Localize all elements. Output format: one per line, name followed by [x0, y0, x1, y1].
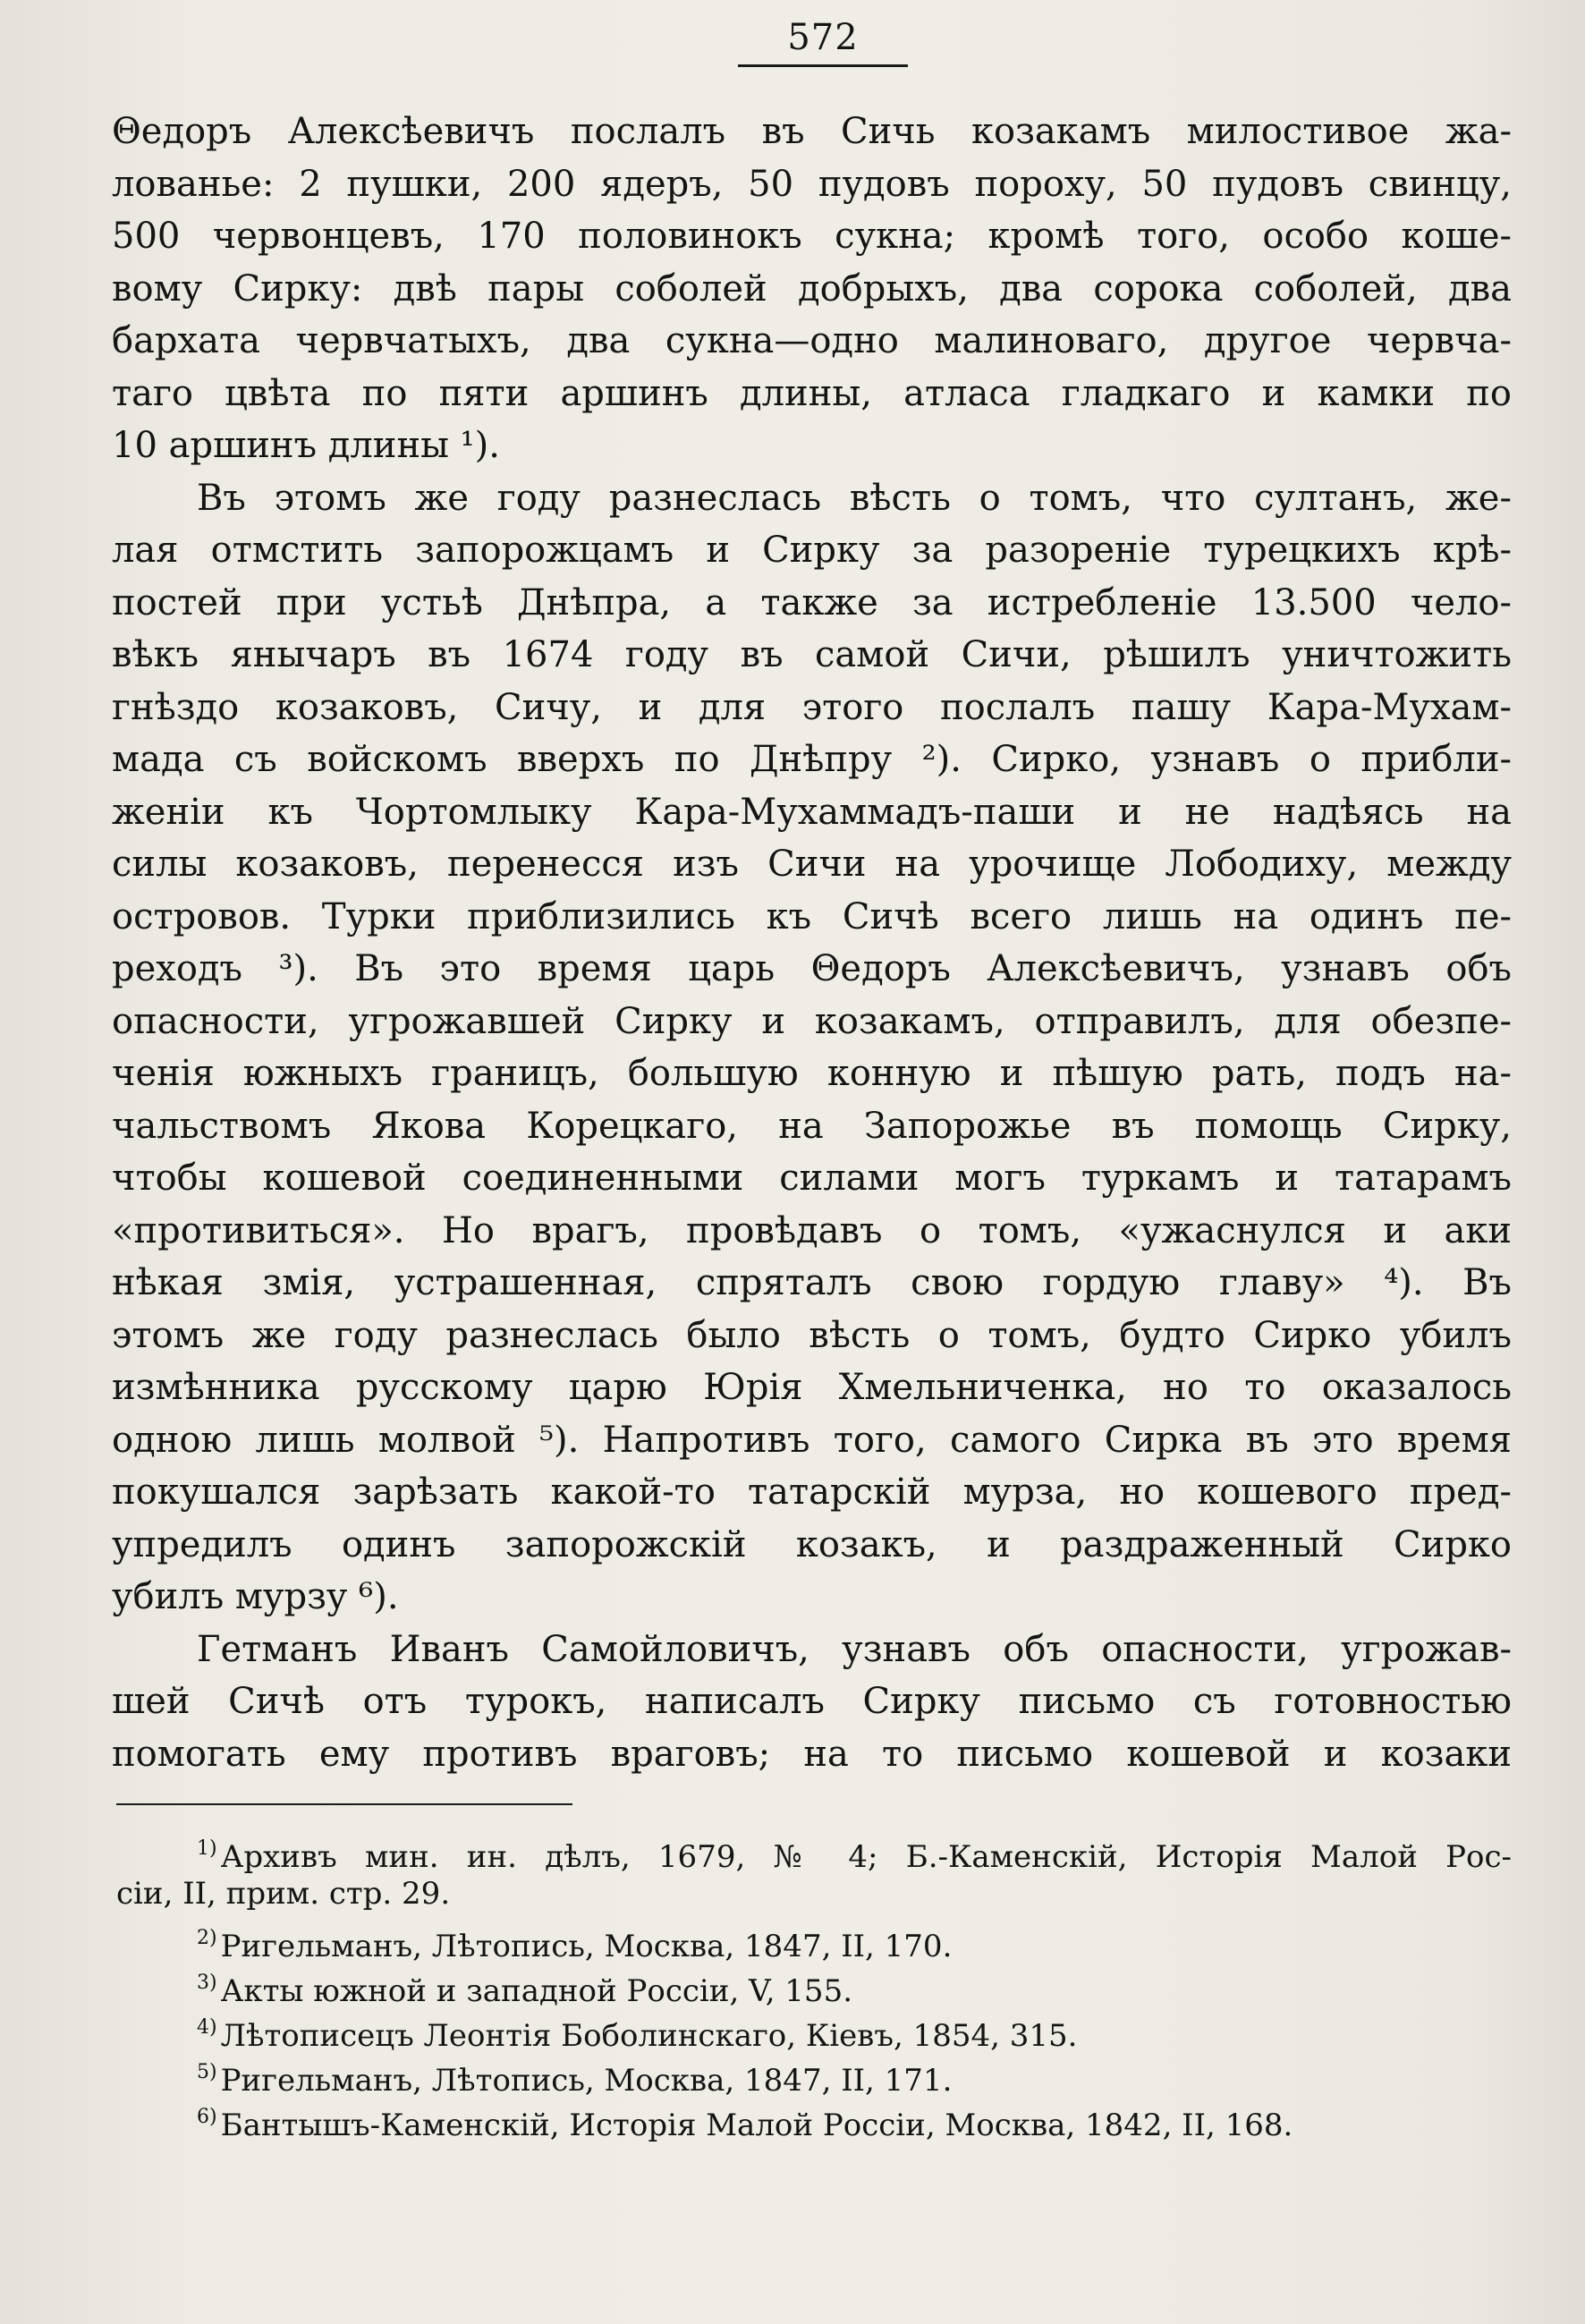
text-line: покушался зарѣзать какой-то татарскій мурза, но кошевого пред- — [112, 1472, 1512, 1513]
text-line: убилъ мурзу ⁶). — [112, 1576, 399, 1617]
text-line: вѣкъ янычаръ въ 1674 году въ самой Сичи, рѣшилъ уничтожить — [112, 634, 1512, 675]
text-line: Въ этомъ же году разнеслась вѣсть о томъ, что султанъ, же- — [197, 477, 1512, 519]
footnote-mark: 4) — [197, 2016, 217, 2039]
footnote-text: Лѣтописецъ Леонтія Боболинскаго, Кіевъ, 1854, 315. — [220, 2018, 1078, 2054]
text-line: 500 червонцевъ, 170 половинокъ сукна; кромѣ того, особо коше- — [112, 216, 1512, 257]
footnote-mark: 5) — [197, 2061, 217, 2083]
text-line: шей Сичѣ отъ турокъ, написалъ Сирку письмо съ готовностью — [112, 1681, 1512, 1722]
text-line: упредилъ одинъ запорожскій козакъ, и раздраженный Сирко — [112, 1523, 1512, 1565]
text-line: постей при устьѣ Днѣпра, а также за истребленіе 13.500 чело- — [112, 581, 1512, 623]
text-line: одною лишь молвой ⁵). Напротивъ того, самого Сирка въ это время — [112, 1419, 1512, 1461]
text-line: вому Сирку: двѣ пары соболей добрыхъ, два сорока соболей, два — [112, 267, 1512, 310]
footnote-text: Ригельманъ, Лѣтопись, Москва, 1847, II, 171. — [220, 2063, 953, 2099]
text-line: лая отмстить запорожцамъ и Сирку за разореніе турецкихъ крѣ- — [112, 530, 1512, 571]
footnote-text: Акты южной и западной Россіи, V, 155. — [220, 1973, 853, 2009]
footnote-mark: 3) — [197, 1972, 217, 1994]
footnote-mark: 2) — [197, 1927, 217, 1949]
footnotes — [116, 1827, 1512, 2143]
text-line: «противиться». Но врагъ, провѣдавъ о томъ, «ужаснулся и аки — [112, 1209, 1512, 1251]
text-line: женіи къ Чортомлыку Кара-Мухаммадъ-паши и не надѣясь на — [112, 791, 1512, 833]
footnote-continuation — [116, 1871, 1512, 1916]
text-line: таго цвѣта по пяти аршинъ длины, атласа гладкаго и камки по — [112, 372, 1512, 414]
footnote-text: Архивъ мин. ин. дѣлъ, 1679, № 4; Б.-Каменскій, Исторія Малой Рос- — [220, 1839, 1512, 1875]
text-line: 10 аршинъ длины ¹). — [112, 425, 501, 466]
text-line: нѣкая змія, устрашенная, спряталъ свою гордую главу» ⁴). Въ — [112, 1262, 1512, 1303]
text-line: островов. Турки приблизились къ Сичѣ всего лишь на одинъ пе- — [112, 895, 1512, 937]
text-line: опасности, угрожавшей Сирку и козакамъ, отправилъ, для обезпе- — [112, 1000, 1512, 1042]
footnote — [116, 2006, 1512, 2054]
text-line: силы козаковъ, перенесся изъ Сичи на урочище Лободиху, между — [112, 844, 1512, 885]
text-line: бархата червчатыхъ, два сукна—одно малиноваго, другое червча- — [112, 320, 1512, 361]
footnote-text: сіи, II, прим. стр. 29. — [116, 1876, 451, 1912]
page-number-rule — [738, 64, 908, 67]
body-text — [112, 106, 1512, 1780]
footnote — [116, 1827, 1512, 1875]
text-line: ченія южныхъ границъ, большую конную и пѣшую рать, подъ на- — [112, 1053, 1512, 1094]
text-line: мада съ войскомъ вверхъ по Днѣпру ²). Сирко, узнавъ о прибли- — [112, 739, 1512, 780]
text-line: Гетманъ Иванъ Самойловичъ, узнавъ объ опасности, угрожав- — [197, 1628, 1512, 1670]
text-line: лованье: 2 пушки, 200 ядеръ, 50 пудовъ пороху, 50 пудовъ свинцу, — [112, 163, 1512, 205]
text-line: чтобы кошевой соединенными силами могъ туркамъ и татарамъ — [112, 1158, 1512, 1199]
text-line: реходъ ³). Въ это время царь Θедоръ Алексѣевичъ, узнавъ объ — [112, 948, 1512, 989]
text-line: помогать ему противъ враговъ; на то письмо кошевой и козаки — [112, 1733, 1512, 1775]
footnote — [116, 1916, 1512, 1964]
footnote-text: Ригельманъ, Лѣтопись, Москва, 1847, II, 170. — [220, 1929, 953, 1964]
footnote — [116, 1961, 1512, 2009]
footnote — [116, 2095, 1512, 2143]
text-line: гнѣздо козаковъ, Сичу, и для этого послалъ пашу Кара-Мухам- — [112, 686, 1512, 728]
text-line: этомъ же году разнеслась было вѣсть о томъ, будто Сирко убилъ — [112, 1314, 1512, 1356]
footnote-mark: 6) — [197, 2106, 217, 2128]
text-line: Θедоръ Алексѣевичъ послалъ въ Сичь козакамъ милостивое жа- — [112, 111, 1512, 152]
text-line: измѣнника русскому царю Юрія Хмельниченка, но то оказалось — [112, 1367, 1512, 1408]
footnote-rule — [116, 1803, 572, 1805]
footnote-text: Бантышъ-Каменскій, Исторія Малой Россіи, Москва, 1842, II, 168. — [220, 2108, 1293, 2143]
footnote-mark: 1) — [197, 1837, 217, 1860]
page-number: 572 — [787, 17, 859, 58]
footnote — [116, 2050, 1512, 2099]
text-line: чальствомъ Якова Корецкаго, на Запорожье въ помощь Сирку, — [112, 1105, 1512, 1147]
